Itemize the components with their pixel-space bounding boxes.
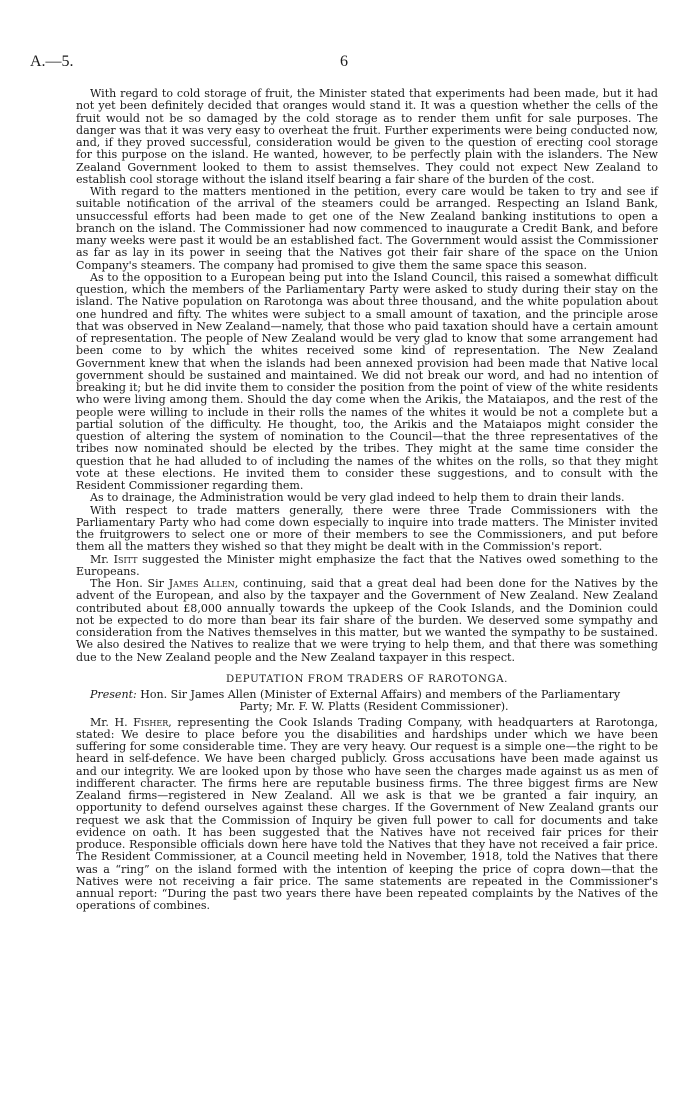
paragraph-island-council: As to the opposition to a European being put into the Island Council, this raised a somewhat difficult question, which the members of the Parliamentary Party were asked to study during their stay on the island. The Native population on Rarotonga was about three thousand, and the white population about one hundred and fifty. The whites were subject to a small amount of taxation, and the principle arose that was observed in New Zealand—namely, that those who paid taxation should have a certain amount of representation. The people of New Zealand would be very glad to know that some arrangement had been come to by which the whites received some kind of representation. The New Zealand Government knew that when the islands had been annexed provision had been made that Native local government should be sustained and maintained. We did not break our word, and had no intention of breaking it; but he did invite them to consider the position from the point of view of the white residents who were living among them. Should the day come when the Arikis, the Mataiapos, and the rest of the people were willing to include in their rolls the names of the whites it would be not a complete but a partial solution of the difficulty. He thought, too, the Arikis and the Mataiapos might consider the question of altering the system of nomination to the Council—that the three representatives of the tribes now nominated should be elected by the tribes. They might at the same time consider the question that he had alluded to of including the names of the whites on the rolls, so that they might vote at these elections. He invited them to consider these suggestions, and to consult with the Resident Commissioner regarding them. — [76, 270, 658, 492]
speaker-name-isitt: Isitt — [113, 552, 138, 566]
report-reference: A.—5. — [30, 53, 74, 70]
speech-text: , continuing, said that a great deal had been done for the Natives by the advent of the European, and also by the taxpayer and the Government of New Zealand. New Zealand contributed about £8,000 annually towards the upkeep of the Cook Islands, and the Dominion could not be expected to do more than bear its fair share of the burden. We deserved some sympathy and consideration from the Natives themselves in this matter, but we wanted the sympathy to be sustained. We also desired the Natives to realize that we were trying to help them, and that there was something due to the New Zealand people and the New Zealand taxpayer in this respect. — [76, 577, 659, 664]
present-line-continued: Party; Mr. F. W. Platts (Resident Commissioner). — [239, 700, 509, 714]
present-label: Present: — [90, 688, 137, 701]
speech-text: , representing the Cook Islands Trading Company, with headquarters at Rarotonga, stated: We desire to place before you the disabilities and hardships under which we have been suffering for some considerable time. They are very heavy. Our request is a simple one—the right to be heard in self-defence. We have been charged publicly. Gross accusations have been made against us and our integrity. We are looked upon by those who have seen the charges made against us as men of indifferent character. The firms here are reputable business firms. The three biggest firms are New Zealand firms—registered in New Zealand. All we ask is that we be granted a fair inquiry, an opportunity to defend ourselves against these charges. If the Government of New Zealand grants our request we ask that the Commission of Inquiry be given full power to call for documents and take evidence on oath. It has been suggested that the Natives have not received fair prices for their produce. Responsible officials down here have told the Natives that they have not received a fair price. The Resident Commissioner, at a Council meeting held in November, 1918, told the Natives that there was a “ring” on the island formed with the intention of keeping the price of copra down—that the Natives were not receiving a fair price. The same statements are repeated in the Commissioner's annual report: “During the past two years there have been repeated complaints by the Natives of the operations of combines. — [76, 715, 658, 913]
speaker-prefix: Mr. — [90, 552, 114, 566]
document-body — [76, 88, 658, 913]
paragraph-allen — [76, 578, 658, 664]
speaker-name-allen: James Allen — [168, 577, 235, 590]
present-text: Hon. Sir James Allen (Minister of External Affairs) and members of the Parliamentary — [136, 688, 621, 701]
speech-text: suggested the Minister might emphasize the fact that the Natives owed something to the Europeans. — [76, 552, 658, 578]
paragraph-fisher — [76, 717, 658, 913]
paragraph-drainage: As to drainage, the Administration would be very glad indeed to help them to drain their lands. — [90, 491, 625, 505]
speaker-prefix: The Hon. Sir — [90, 577, 169, 590]
speaker-name-fisher: H. Fisher — [114, 715, 169, 729]
paragraph-isitt — [76, 554, 658, 579]
paragraph-trade: With respect to trade matters generally, there were three Trade Commissioners with the Parliamentary Party who had come down especially to inquire into trade matters. The Minister invited the fruitgrowers to select one or more of their members to see the Commissioners, and put before them all the matters they wished so that they might be dealt with in the Commission's report. — [76, 503, 658, 554]
paragraph-cold-storage: With regard to cold storage of fruit, the Minister stated that experiments had been made, but it had not yet been definitely decided that oranges would stand it. It was a question whether the cells of the fruit would not be so damaged by the cold storage as to render them unfit for sale purposes. The danger was that it was very easy to overheat the fruit. Further experiments were being conducted now, and, if they proved successful, consideration would be given to the question of erecting cool storage for this purpose on the island. He wanted, however, to be perfectly plain with the islanders. The New Zealand Government looked to them to assist themselves. They could not expect New Zealand to establish cool storage without the island itself bearing a fair share of the burden of the cost. — [76, 87, 658, 186]
speaker-prefix: Mr. — [90, 715, 115, 729]
section-heading: DEPUTATION FROM TRADERS OF RAROTONGA. — [225, 673, 508, 685]
page-header — [30, 53, 670, 76]
paragraph-petition: With regard to the matters mentioned in the petition, every care would be taken to try and see if suitable notification of the arrival of the steamers could be arranged. Respecting an Island Bank, unsuccessful efforts had been made to get one of the New Zealand banking institutions to open a branch on the island. The Commissioner had now commenced to inaugurate a Credit Bank, and before many weeks were past it would be an established fact. The Government would assist the Commissioner as far as lay in its power in seeing that the Natives got their fair share of the space on the Union Company's steamers. The company had promised to give them the same space this season. — [76, 185, 658, 272]
page-number: 6 — [340, 53, 348, 70]
